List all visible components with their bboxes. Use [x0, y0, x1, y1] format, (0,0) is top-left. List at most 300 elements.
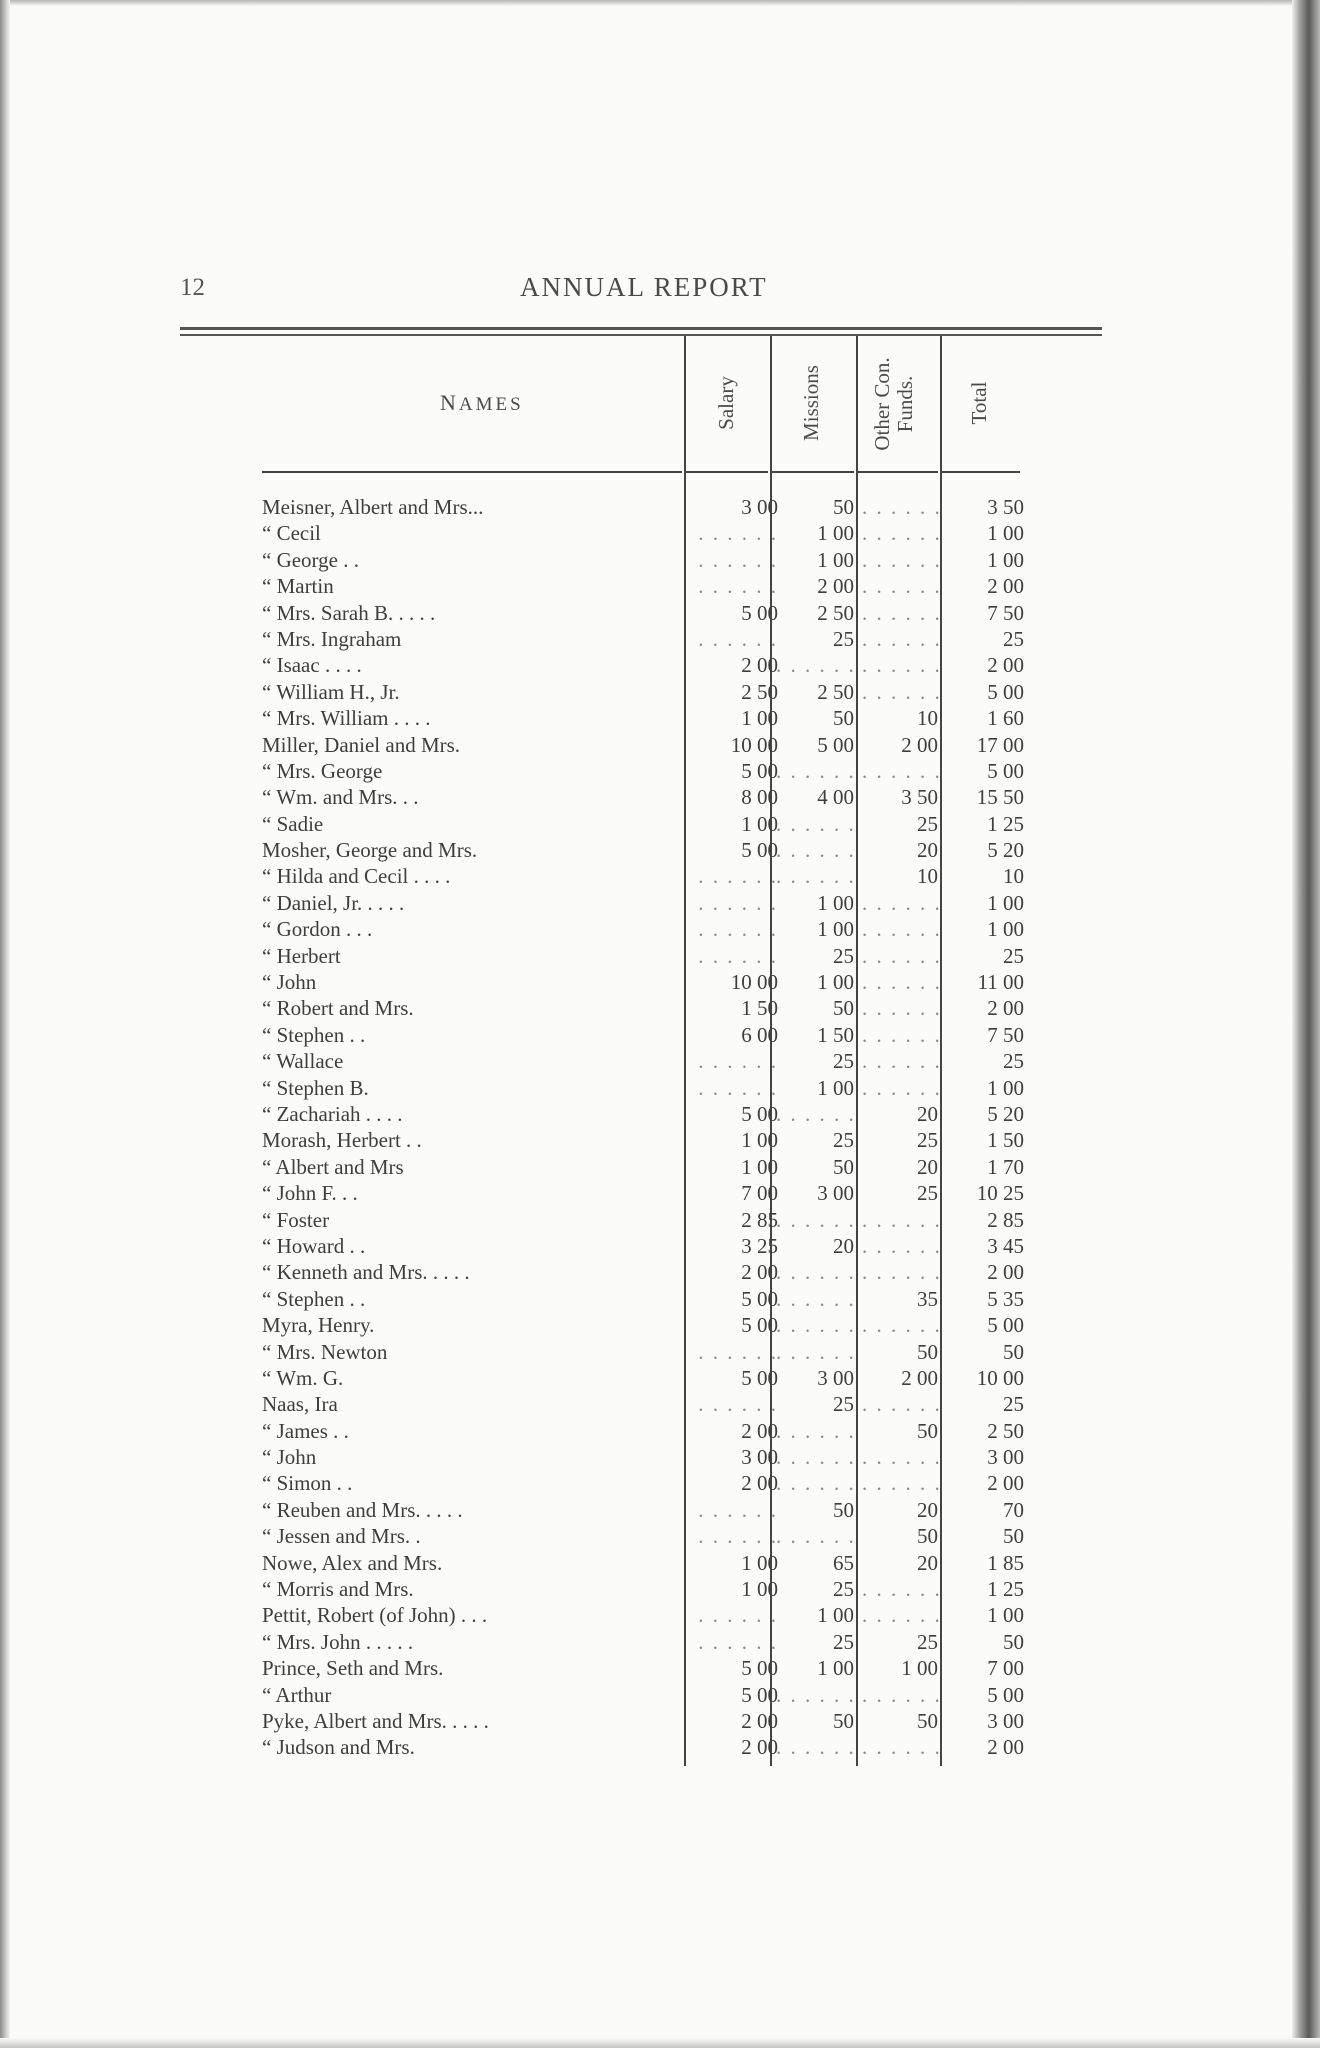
salary-amount: 6 00: [741, 1022, 778, 1047]
contributor-name: Nowe, Alex and Mrs.: [262, 1550, 443, 1575]
total-amount: 17 00: [976, 732, 1024, 757]
page-number: 12: [180, 274, 205, 301]
salary-amount: . . . . . .: [698, 626, 778, 651]
total-amount: 25: [1003, 943, 1024, 968]
salary-amount: 2 00: [741, 1418, 778, 1443]
table-row: [0, 784, 1320, 810]
salary-amount: 2 00: [741, 1735, 778, 1760]
contributor-name: “ Daniel, Jr. . . . .: [262, 890, 405, 915]
contributor-name: Pyke, Albert and Mrs. . . . .: [262, 1708, 489, 1733]
salary-amount: 5 00: [741, 600, 778, 625]
table-row: [0, 916, 1320, 942]
missions-amount: 4 00: [817, 785, 854, 810]
other-funds-amount: . . . . . .: [862, 1207, 942, 1232]
total-amount: 50: [1003, 1629, 1024, 1654]
other-funds-amount: 20: [917, 838, 938, 863]
other-funds-amount: 2 00: [901, 732, 938, 757]
total-amount: 2 00: [987, 1471, 1024, 1496]
other-funds-amount: 20: [917, 1497, 938, 1522]
missions-amount: 5 00: [817, 732, 854, 757]
table-row: [0, 811, 1320, 837]
total-amount: 11 00: [977, 970, 1024, 995]
total-amount: 5 00: [987, 758, 1024, 783]
total-amount: 1 25: [987, 1577, 1024, 1602]
missions-amount: . . . . . .: [776, 1735, 856, 1760]
table-row: [0, 995, 1320, 1021]
header-rule-thin: [180, 334, 1102, 336]
contributor-name: “ Mrs. Ingraham: [262, 626, 402, 651]
missions-amount: . . . . . .: [776, 1471, 856, 1496]
salary-amount: . . . . . .: [698, 890, 778, 915]
other-funds-amount: . . . . . .: [862, 1445, 942, 1470]
missions-amount: 25: [833, 1128, 854, 1153]
salary-amount: 2 50: [741, 679, 778, 704]
missions-amount: 25: [833, 626, 854, 651]
contributor-name: “ Arthur: [262, 1682, 332, 1707]
table-row: [0, 1682, 1320, 1708]
missions-amount: 25: [833, 1629, 854, 1654]
missions-amount: 50: [833, 996, 854, 1021]
table-row: [0, 1523, 1320, 1549]
salary-amount: 5 00: [741, 1365, 778, 1390]
total-amount: 1 60: [987, 706, 1024, 731]
other-funds-amount: . . . . . .: [862, 547, 942, 572]
contributor-name: “ Gordon . . .: [262, 917, 373, 942]
total-amount: 5 35: [987, 1286, 1024, 1311]
other-funds-amount: 50: [917, 1524, 938, 1549]
missions-amount: . . . . . .: [776, 1313, 856, 1338]
other-funds-amount: . . . . . .: [862, 890, 942, 915]
salary-amount: . . . . . .: [698, 1524, 778, 1549]
missions-header-underline: [772, 471, 854, 473]
table-row: [0, 1629, 1320, 1655]
table-row: [0, 1048, 1320, 1074]
salary-amount: . . . . . .: [698, 917, 778, 942]
missions-amount: 65: [833, 1550, 854, 1575]
contributor-name: “ James . .: [262, 1418, 349, 1443]
missions-amount: 1 00: [817, 547, 854, 572]
contributor-name: Morash, Herbert . .: [262, 1128, 422, 1153]
other-funds-column-header: Other Con. Funds.: [870, 357, 917, 451]
other-funds-amount: 20: [917, 1101, 938, 1126]
contributor-name: “ Albert and Mrs: [262, 1154, 404, 1179]
total-amount: 50: [1003, 1524, 1024, 1549]
other-funds-amount: . . . . . .: [862, 1313, 942, 1338]
table-row: [0, 1180, 1320, 1206]
total-amount: 1 00: [987, 1075, 1024, 1100]
salary-column-header: Salary: [714, 376, 738, 430]
missions-amount: 25: [833, 1392, 854, 1417]
contributions-table-body: [0, 494, 1320, 1761]
other-funds-amount: . . . . . .: [862, 943, 942, 968]
contributor-name: “ Wallace: [262, 1049, 344, 1074]
total-amount: 25: [1003, 1392, 1024, 1417]
contributor-name: “ Morris and Mrs.: [262, 1577, 414, 1602]
other-funds-amount: 10: [917, 706, 938, 731]
salary-amount: . . . . . .: [698, 1339, 778, 1364]
missions-amount: . . . . . .: [776, 1418, 856, 1443]
total-amount: 2 00: [987, 653, 1024, 678]
missions-amount: . . . . . .: [776, 864, 856, 889]
salary-amount: 2 00: [741, 653, 778, 678]
salary-amount: . . . . . .: [698, 1049, 778, 1074]
contributor-name: “ Jessen and Mrs. .: [262, 1524, 421, 1549]
missions-amount: 2 00: [817, 574, 854, 599]
other-funds-amount: 50: [917, 1418, 938, 1443]
page-edge-bottom: [0, 2038, 1320, 2048]
other-funds-amount: . . . . . .: [862, 626, 942, 651]
other-funds-amount: . . . . . .: [862, 574, 942, 599]
other-funds-amount: 20: [917, 1154, 938, 1179]
contributor-name: “ Mrs. Newton: [262, 1339, 388, 1364]
missions-amount: 50: [833, 1497, 854, 1522]
contributor-name: “ Stephen . .: [262, 1286, 366, 1311]
missions-amount: . . . . . .: [776, 1339, 856, 1364]
table-row: [0, 1391, 1320, 1417]
salary-amount: 10 00: [730, 732, 778, 757]
contributor-name: Naas, Ira: [262, 1392, 338, 1417]
other-funds-amount: . . . . . .: [862, 1049, 942, 1074]
contributor-name: “ Mrs. John . . . . .: [262, 1629, 414, 1654]
contributor-name: “ Cecil: [262, 521, 321, 546]
table-row: [0, 758, 1320, 784]
salary-amount: 3 00: [741, 1445, 778, 1470]
total-amount: 5 20: [987, 838, 1024, 863]
salary-amount: 1 50: [741, 996, 778, 1021]
table-row: [0, 600, 1320, 626]
table-row: [0, 1734, 1320, 1760]
table-row: [0, 1576, 1320, 1602]
total-amount: 2 50: [987, 1418, 1024, 1443]
table-row: [0, 890, 1320, 916]
other-funds-amount: 1 00: [901, 1656, 938, 1681]
total-amount: 1 00: [987, 521, 1024, 546]
salary-amount: 7 00: [741, 1181, 778, 1206]
other-funds-amount: 20: [917, 1550, 938, 1575]
missions-amount: 1 00: [817, 521, 854, 546]
missions-amount: 1 00: [817, 1656, 854, 1681]
salary-amount: . . . . . .: [698, 1629, 778, 1654]
contributor-name: “ Martin: [262, 574, 334, 599]
missions-amount: 25: [833, 1577, 854, 1602]
contributor-name: “ Kenneth and Mrs. . . . .: [262, 1260, 470, 1285]
contributor-name: “ John F. . .: [262, 1181, 358, 1206]
total-amount: 1 25: [987, 811, 1024, 836]
missions-amount: . . . . . .: [776, 1260, 856, 1285]
table-row: [0, 1154, 1320, 1180]
table-row: [0, 943, 1320, 969]
contributor-name: “ Mrs. Sarah B. . . . .: [262, 600, 436, 625]
missions-amount: 25: [833, 1049, 854, 1074]
table-row: [0, 1312, 1320, 1338]
missions-amount: 50: [833, 495, 854, 519]
total-amount: 1 00: [987, 1603, 1024, 1628]
contributor-name: “ Howard . .: [262, 1233, 366, 1258]
contributor-name: “ Simon . .: [262, 1471, 353, 1496]
missions-amount: 1 00: [817, 970, 854, 995]
other-funds-amount: 3 50: [901, 785, 938, 810]
contributor-name: “ Wm. and Mrs. . .: [262, 785, 419, 810]
table-row: [0, 1470, 1320, 1496]
total-amount: 1 70: [987, 1154, 1024, 1179]
table-row: [0, 1101, 1320, 1127]
salary-amount: . . . . . .: [698, 864, 778, 889]
total-amount: 2 00: [987, 996, 1024, 1021]
contributor-name: “ Stephen . .: [262, 1022, 366, 1047]
total-amount: 5 00: [987, 1313, 1024, 1338]
contributor-name: “ Judson and Mrs.: [262, 1735, 415, 1760]
total-amount: 1 00: [987, 547, 1024, 572]
other-funds-amount: 25: [917, 1181, 938, 1206]
missions-amount: 50: [833, 1154, 854, 1179]
missions-amount: . . . . . .: [776, 1207, 856, 1232]
table-row: [0, 863, 1320, 889]
total-amount: 10 00: [976, 1365, 1024, 1390]
table-row: [0, 705, 1320, 731]
salary-amount: 2 00: [741, 1708, 778, 1733]
table-row: [0, 1339, 1320, 1365]
total-amount: 5 00: [987, 679, 1024, 704]
salary-amount: 2 85: [741, 1207, 778, 1232]
missions-amount: 20: [833, 1233, 854, 1258]
total-amount: 7 50: [987, 1022, 1024, 1047]
table-row: [0, 626, 1320, 652]
contributor-name: Miller, Daniel and Mrs.: [262, 732, 461, 757]
table-row: [0, 969, 1320, 995]
salary-header-underline: [686, 471, 768, 473]
table-row: [0, 1286, 1320, 1312]
other-funds-amount: 35: [917, 1286, 938, 1311]
missions-amount: 1 00: [817, 1603, 854, 1628]
salary-amount: 3 25: [741, 1233, 778, 1258]
total-amount: 10 25: [976, 1181, 1024, 1206]
other-funds-amount: . . . . . .: [862, 1022, 942, 1047]
other-funds-amount: 25: [917, 1629, 938, 1654]
page-edge-top: [0, 0, 1320, 6]
salary-amount: 2 00: [741, 1260, 778, 1285]
table-row: [0, 1075, 1320, 1101]
missions-amount: 50: [833, 706, 854, 731]
total-column-header: Total: [967, 381, 991, 425]
salary-amount: 8 00: [741, 785, 778, 810]
table-row: [0, 1259, 1320, 1285]
contributor-name: “ Isaac . . . .: [262, 653, 362, 678]
header-rule-thick: [180, 327, 1102, 330]
other-funds-amount: . . . . . .: [862, 1577, 942, 1602]
contributor-name: “ Zachariah . . . .: [262, 1101, 403, 1126]
other-funds-amount: . . . . . .: [862, 653, 942, 678]
total-amount: 3 00: [987, 1708, 1024, 1733]
total-amount: 3 50: [987, 495, 1024, 519]
table-row: [0, 494, 1320, 520]
contributor-name: “ Robert and Mrs.: [262, 996, 414, 1021]
contributor-name: “ Herbert: [262, 943, 341, 968]
other-funds-amount: . . . . . .: [862, 970, 942, 995]
missions-amount: . . . . . .: [776, 653, 856, 678]
other-funds-amount: . . . . . .: [862, 1603, 942, 1628]
table-row: [0, 1550, 1320, 1576]
salary-amount: 1 00: [741, 706, 778, 731]
salary-amount: 1 00: [741, 1577, 778, 1602]
other-funds-amount: . . . . . .: [862, 1682, 942, 1707]
missions-amount: 50: [833, 1708, 854, 1733]
contributor-name: Mosher, George and Mrs.: [262, 838, 478, 863]
salary-amount: 5 00: [741, 1101, 778, 1126]
table-row: [0, 573, 1320, 599]
table-row: [0, 1708, 1320, 1734]
missions-column-header: Missions: [799, 365, 823, 441]
total-amount: 2 00: [987, 1260, 1024, 1285]
other-funds-amount: . . . . . .: [862, 600, 942, 625]
salary-amount: 3 00: [741, 495, 778, 519]
contributor-name: “ Mrs. George: [262, 758, 383, 783]
other-funds-amount: . . . . . .: [862, 1392, 942, 1417]
salary-amount: 5 00: [741, 1656, 778, 1681]
total-amount: 7 00: [987, 1656, 1024, 1681]
total-header-underline: [942, 471, 1020, 473]
names-header-underline: [262, 471, 682, 473]
table-row: [0, 520, 1320, 546]
table-row: [0, 547, 1320, 573]
contributor-name: Meisner, Albert and Mrs...: [262, 495, 484, 519]
missions-amount: 1 00: [817, 1075, 854, 1100]
missions-amount: 3 00: [817, 1181, 854, 1206]
salary-amount: . . . . . .: [698, 1075, 778, 1100]
missions-amount: 1 00: [817, 890, 854, 915]
table-row: [0, 837, 1320, 863]
other-funds-amount: 50: [917, 1339, 938, 1364]
running-head-title: ANNUAL REPORT: [520, 272, 768, 302]
total-amount: 7 50: [987, 600, 1024, 625]
salary-amount: 1 00: [741, 1154, 778, 1179]
other-funds-amount: 25: [917, 811, 938, 836]
missions-amount: 1 00: [817, 917, 854, 942]
other-funds-amount: . . . . . .: [862, 1260, 942, 1285]
other-funds-amount: . . . . . .: [862, 679, 942, 704]
table-row: [0, 1207, 1320, 1233]
total-amount: 1 85: [987, 1550, 1024, 1575]
salary-amount: 5 00: [741, 1286, 778, 1311]
total-amount: 10: [1003, 864, 1024, 889]
table-row: [0, 1655, 1320, 1681]
other-funds-amount: . . . . . .: [862, 1233, 942, 1258]
other-funds-amount: 25: [917, 1128, 938, 1153]
table-row: [0, 732, 1320, 758]
total-amount: 2 00: [987, 1735, 1024, 1760]
salary-amount: . . . . . .: [698, 547, 778, 572]
table-row: [0, 652, 1320, 678]
contributor-name: “ Hilda and Cecil . . . .: [262, 864, 451, 889]
total-amount: 15 50: [976, 785, 1024, 810]
salary-amount: 5 00: [741, 838, 778, 863]
total-amount: 3 45: [987, 1233, 1024, 1258]
table-row: [0, 1418, 1320, 1444]
salary-amount: . . . . . .: [698, 943, 778, 968]
contributor-name: “ George . .: [262, 547, 359, 572]
salary-amount: 10 00: [730, 970, 778, 995]
salary-amount: . . . . . .: [698, 521, 778, 546]
contributor-name: “ John: [262, 970, 317, 995]
salary-amount: . . . . . .: [698, 574, 778, 599]
salary-amount: 5 00: [741, 758, 778, 783]
total-amount: 2 00: [987, 574, 1024, 599]
other-funds-amount: . . . . . .: [862, 996, 942, 1021]
total-amount: 3 00: [987, 1445, 1024, 1470]
contributor-name: “ Reuben and Mrs. . . . .: [262, 1497, 463, 1522]
table-row: [0, 1444, 1320, 1470]
other-funds-amount: . . . . . .: [862, 917, 942, 942]
table-row: [0, 679, 1320, 705]
contributor-name: “ Foster: [262, 1207, 330, 1232]
missions-amount: . . . . . .: [776, 758, 856, 783]
table-row: [0, 1602, 1320, 1628]
missions-amount: . . . . . .: [776, 838, 856, 863]
missions-amount: 2 50: [817, 679, 854, 704]
names-column-header: NAMES: [440, 390, 524, 415]
other-funds-amount: . . . . . .: [862, 521, 942, 546]
salary-amount: . . . . . .: [698, 1603, 778, 1628]
salary-amount: 1 00: [741, 811, 778, 836]
table-row: [0, 1497, 1320, 1523]
contributor-name: Pettit, Robert (of John) . . .: [262, 1603, 488, 1628]
total-amount: 1 00: [987, 917, 1024, 942]
salary-amount: 2 00: [741, 1471, 778, 1496]
other-funds-amount: . . . . . .: [862, 1471, 942, 1496]
other-funds-amount: 10: [917, 864, 938, 889]
missions-amount: . . . . . .: [776, 1524, 856, 1549]
other-funds-amount: . . . . . .: [862, 495, 942, 519]
missions-amount: . . . . . .: [776, 1445, 856, 1470]
total-amount: 1 00: [987, 890, 1024, 915]
total-amount: 5 00: [987, 1682, 1024, 1707]
missions-amount: 3 00: [817, 1365, 854, 1390]
salary-amount: 5 00: [741, 1682, 778, 1707]
other-funds-amount: . . . . . .: [862, 1735, 942, 1760]
other-funds-amount: . . . . . .: [862, 758, 942, 783]
salary-amount: . . . . . .: [698, 1497, 778, 1522]
missions-amount: 25: [833, 943, 854, 968]
missions-amount: . . . . . .: [776, 811, 856, 836]
salary-amount: 1 00: [741, 1128, 778, 1153]
contributor-name: “ Sadie: [262, 811, 324, 836]
missions-amount: . . . . . .: [776, 1286, 856, 1311]
table-row: [0, 1022, 1320, 1048]
table-row: [0, 1233, 1320, 1259]
total-amount: 1 50: [987, 1128, 1024, 1153]
contributor-name: “ William H., Jr.: [262, 679, 400, 704]
total-amount: 25: [1003, 1049, 1024, 1074]
total-amount: 50: [1003, 1339, 1024, 1364]
other-funds-amount: . . . . . .: [862, 1075, 942, 1100]
salary-amount: 1 00: [741, 1550, 778, 1575]
other-funds-amount: 2 00: [901, 1365, 938, 1390]
total-amount: 25: [1003, 626, 1024, 651]
salary-amount: . . . . . .: [698, 1392, 778, 1417]
missions-amount: . . . . . .: [776, 1682, 856, 1707]
other-funds-amount: 50: [917, 1708, 938, 1733]
missions-amount: 1 50: [817, 1022, 854, 1047]
contributor-name: Prince, Seth and Mrs.: [262, 1656, 444, 1681]
table-row: [0, 1365, 1320, 1391]
total-amount: 2 85: [987, 1207, 1024, 1232]
missions-amount: . . . . . .: [776, 1101, 856, 1126]
contributor-name: Myra, Henry.: [262, 1313, 375, 1338]
contributor-name: “ John: [262, 1445, 317, 1470]
total-amount: 5 20: [987, 1101, 1024, 1126]
missions-amount: 2 50: [817, 600, 854, 625]
contributor-name: “ Wm. G.: [262, 1365, 344, 1390]
contributor-name: “ Stephen B.: [262, 1075, 369, 1100]
